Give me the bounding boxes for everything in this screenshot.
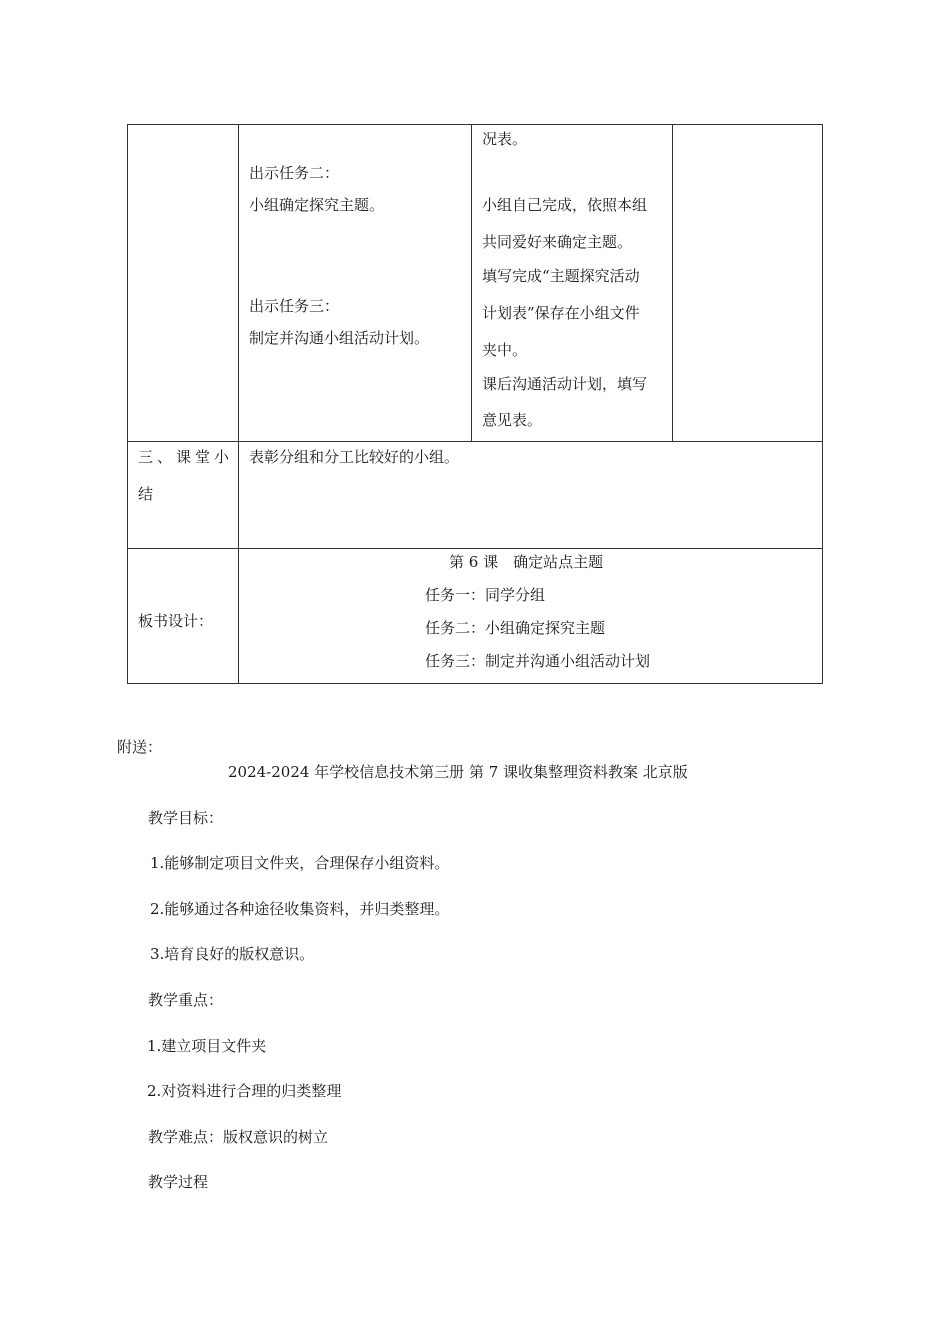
appendix-title: 2024-2024 年学校信息技术第三册 第 7 课收集整理资料教案 北京版 — [228, 763, 688, 781]
table-border-left — [127, 124, 128, 684]
student-activity-line: 填写完成“主题探究活动 — [482, 267, 640, 285]
difficulty: 教学难点：版权意识的树立 — [148, 1128, 329, 1146]
summary-content: 表彰分组和分工比较好的小组。 — [249, 448, 460, 466]
task3-heading: 出示任务三： — [249, 297, 340, 315]
board-title: 第 6 课 确定站点主题 — [449, 553, 604, 571]
key-point-item: 1.建立项目文件夹 — [147, 1037, 267, 1055]
key-points-heading: 教学重点： — [148, 991, 224, 1009]
appendix-label: 附送： — [117, 738, 163, 756]
table-col-divider-1 — [238, 124, 239, 684]
student-activity-line: 共同爱好来确定主题。 — [482, 233, 633, 251]
task2-text: 小组确定探究主题。 — [249, 196, 385, 214]
task3-text: 制定并沟通小组活动计划。 — [249, 329, 430, 347]
table-row-divider-1 — [127, 441, 823, 442]
table-col-divider-2 — [471, 124, 472, 442]
objective-item: 3.培育良好的版权意识。 — [150, 945, 315, 963]
task2-heading: 出示任务二： — [249, 164, 340, 182]
objectives-heading: 教学目标： — [148, 809, 224, 827]
objective-item: 2.能够通过各种途径收集资料，并归类整理。 — [150, 900, 450, 918]
summary-label: 三、课堂小 — [138, 448, 234, 466]
board-design-label: 板书设计： — [138, 612, 214, 630]
board-item: 任务三：制定并沟通小组活动计划 — [425, 652, 651, 670]
student-activity-line: 夹中。 — [482, 341, 528, 359]
table-border-bottom — [127, 683, 823, 684]
process-heading: 教学过程 — [148, 1173, 209, 1191]
student-activity-line: 小组自己完成，依照本组 — [482, 196, 648, 214]
summary-label-cont: 结 — [138, 485, 154, 503]
table-border-right — [822, 124, 823, 684]
objective-item: 1.能够制定项目文件夹，合理保存小组资料。 — [150, 854, 450, 872]
table-row-divider-2 — [127, 548, 823, 549]
student-activity-line: 课后沟通活动计划，填写 — [482, 375, 648, 393]
student-activity-line: 况表。 — [482, 130, 528, 148]
student-activity-line: 意见表。 — [482, 411, 543, 429]
student-activity-line: 计划表”保存在小组文件 — [482, 304, 640, 322]
board-item: 任务一：同学分组 — [425, 586, 546, 604]
board-item: 任务二：小组确定探究主题 — [425, 619, 606, 637]
key-point-item: 2.对资料进行合理的归类整理 — [147, 1082, 342, 1100]
table-col-divider-3 — [672, 124, 673, 442]
table-border-top — [127, 124, 823, 125]
